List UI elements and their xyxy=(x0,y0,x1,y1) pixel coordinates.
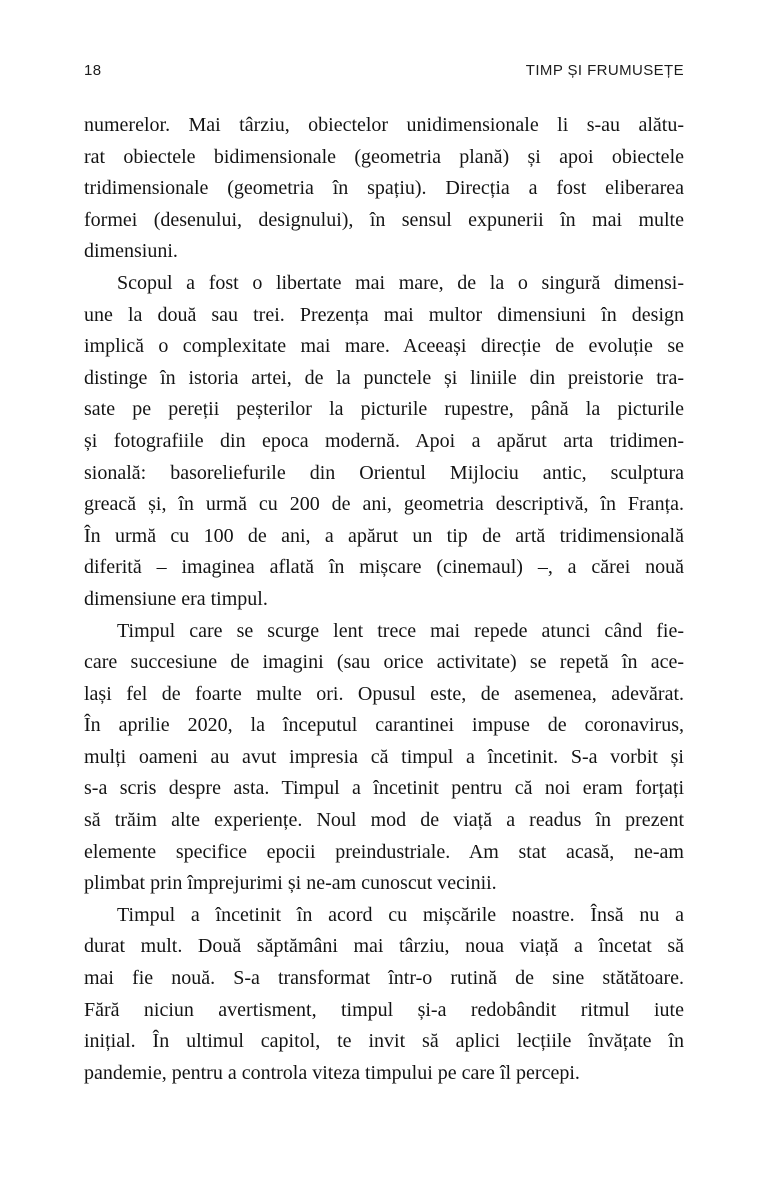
text-line: greacă și, în urmă cu 200 de ani, geometria descriptivă, în Franța. xyxy=(84,493,684,516)
text-line: care succesiune de imagini (sau orice activitate) se repetă în ace- xyxy=(84,651,684,674)
paragraph xyxy=(84,268,684,616)
paragraph xyxy=(84,110,684,268)
paragraph xyxy=(84,900,684,1090)
text-line: sională: basoreliefurile din Orientul Mijlociu antic, sculptura xyxy=(84,461,684,484)
running-header xyxy=(84,62,684,79)
text-line: Fără niciun avertisment, timpul și-a redobândit ritmul iute xyxy=(84,998,684,1021)
body-text xyxy=(84,110,684,1089)
text-line: diferită – imaginea aflată în mișcare (cinemaul) –, a cărei nouă xyxy=(84,556,684,579)
page-number: 18 xyxy=(84,62,102,79)
text-line: Timpul care se scurge lent trece mai repede atunci când fie- xyxy=(117,619,684,642)
running-title: TIMP ȘI FRUMUSEȚE xyxy=(525,62,684,79)
text-line: dimensiuni. xyxy=(84,240,178,263)
text-line: mai fie nouă. S-a transformat într-o rutină de sine stătătoare. xyxy=(84,967,684,990)
text-line: mulți oameni au avut impresia că timpul a încetinit. S-a vorbit și xyxy=(84,745,684,768)
text-line: să trăim alte experiențe. Noul mod de viață a readus în prezent xyxy=(84,809,684,832)
text-line: lași fel de foarte multe ori. Opusul este, de asemenea, adevărat. xyxy=(84,682,684,705)
text-line: dimensiune era timpul. xyxy=(84,587,268,610)
text-line: Timpul a încetinit în acord cu mișcările noastre. Însă nu a xyxy=(117,903,684,926)
paragraph xyxy=(84,616,684,900)
text-line: durat mult. Două săptămâni mai târziu, noua viață a încetat să xyxy=(84,935,684,958)
text-line: În aprilie 2020, la începutul carantinei impuse de coronavirus, xyxy=(84,714,684,737)
text-line: distinge în istoria artei, de la punctele și liniile din preistorie tra- xyxy=(84,366,684,389)
text-line: rat obiectele bidimensionale (geometria plană) și apoi obiectele xyxy=(84,145,684,168)
text-line: tridimensionale (geometria în spațiu). Direcția a fost eliberarea xyxy=(84,177,684,200)
text-line: numerelor. Mai târziu, obiectelor unidimensionale li s-au alătu- xyxy=(84,114,684,136)
text-line: Scopul a fost o libertate mai mare, de la o singură dimensi- xyxy=(117,271,684,294)
text-line: s-a scris despre asta. Timpul a încetinit pentru că noi eram forțați xyxy=(84,777,684,800)
text-line: implică o complexitate mai mare. Aceeași direcție de evoluție se xyxy=(84,335,684,358)
text-line: formei (desenului, designului), în sensul expunerii în mai multe xyxy=(84,208,684,231)
text-line: sate pe pereții peșterilor la picturile rupestre, până la picturile xyxy=(84,398,684,421)
text-line: și fotografiile din epoca modernă. Apoi a apărut arta tridimen- xyxy=(84,429,684,452)
text-line: inițial. În ultimul capitol, te invit să aplici lecțiile învățate în xyxy=(84,1030,684,1053)
text-line: elemente specifice epocii preindustriale. Am stat acasă, ne-am xyxy=(84,840,684,863)
text-line: une la două sau trei. Prezența mai multor dimensiuni în design xyxy=(84,303,684,326)
text-line: plimbat prin împrejurimi și ne-am cunoscut vecinii. xyxy=(84,872,497,895)
text-line: pandemie, pentru a controla viteza timpului pe care îl percepi. xyxy=(84,1061,580,1084)
text-line: În urmă cu 100 de ani, a apărut un tip de artă tridimensională xyxy=(84,524,684,547)
